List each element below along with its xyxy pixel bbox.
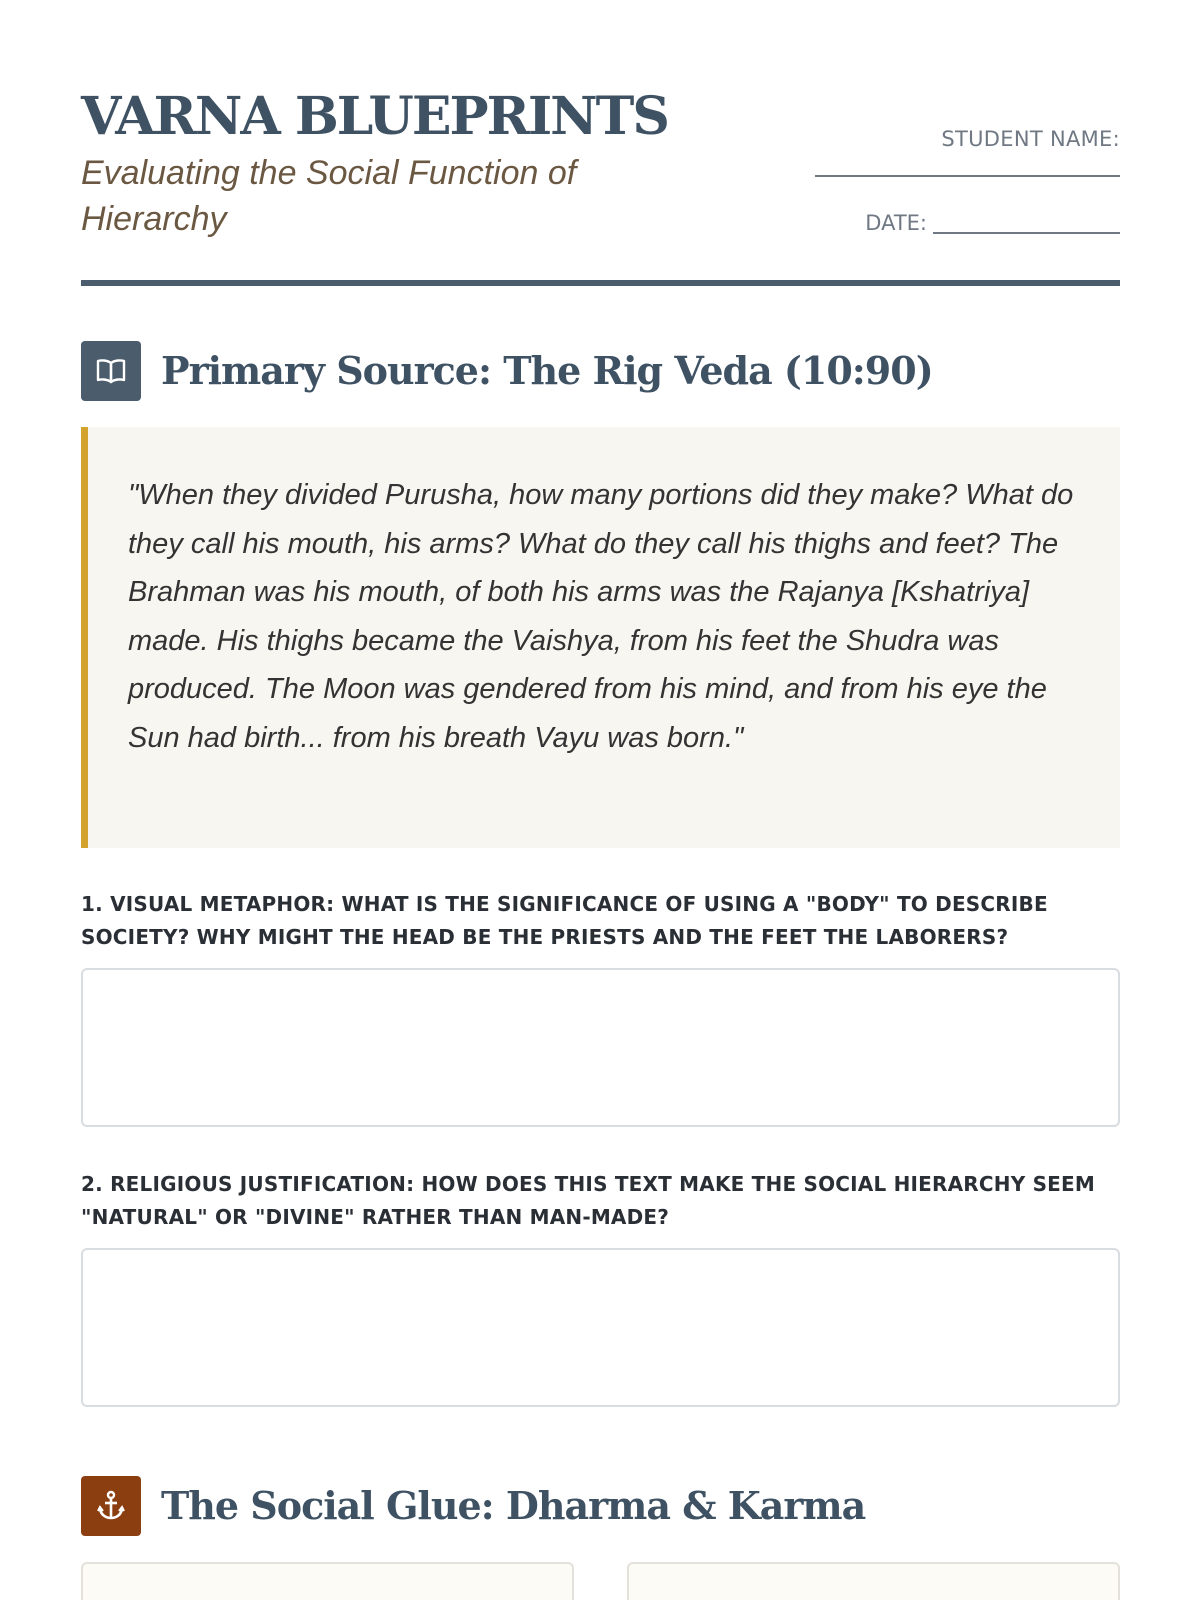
primary-source-title: Primary Source: The Rig Veda (10:90) bbox=[161, 348, 933, 393]
header-divider bbox=[81, 280, 1120, 286]
anchor-icon-svg bbox=[96, 1490, 126, 1522]
anchor-icon bbox=[81, 1476, 141, 1536]
rig-veda-quote bbox=[81, 427, 1120, 848]
date-field[interactable] bbox=[815, 204, 1120, 238]
worksheet-header bbox=[81, 82, 1120, 287]
worksheet-title: VARNA BLUEPRINTS bbox=[81, 86, 668, 147]
karma-card bbox=[627, 1562, 1120, 1600]
question-1-prompt: 1. VISUAL METAPHOR: WHAT IS THE SIGNIFICANCE OF USING A "BODY" TO DESCRIBE SOCIETY? WHY MIGHT THE HEAD BE THE PRIESTS AND THE FEET THE LABORERS? bbox=[81, 892, 1048, 949]
question-1-answer[interactable] bbox=[81, 968, 1120, 1127]
question-2-prompt: 2. RELIGIOUS JUSTIFICATION: HOW DOES THIS TEXT MAKE THE SOCIAL HIERARCHY SEEM "NATURAL" OR "DIVINE" RATHER THAN MAN-MADE? bbox=[81, 1172, 1096, 1229]
student-name-line[interactable] bbox=[815, 175, 1120, 177]
date-label: DATE: bbox=[865, 211, 927, 235]
rig-veda-quote-text: "When they divided Purusha, how many portions did they make? What do they call his mouth, his arms? What do they call his thighs and feet? The Brahman was his mouth, of both his arms was the Rajanya [Kshatriya] made. His thighs became the Vaishya, from his feet the Shudra was produced. The Moon was gendered from his mind, and from his eye the Sun had birth... from his breath Vayu was born." bbox=[128, 479, 1074, 754]
social-glue-heading bbox=[81, 1476, 865, 1536]
dharma-card bbox=[81, 1562, 574, 1600]
student-name-field[interactable] bbox=[815, 124, 1120, 177]
primary-source-heading bbox=[81, 341, 933, 401]
question-2-answer[interactable] bbox=[81, 1248, 1120, 1407]
social-glue-title: The Social Glue: Dharma & Karma bbox=[161, 1483, 866, 1528]
student-name-label: STUDENT NAME: bbox=[941, 127, 1120, 151]
date-line[interactable] bbox=[933, 232, 1120, 234]
worksheet-subtitle: Evaluating the Social Function of Hierarchy bbox=[81, 154, 577, 238]
open-book-icon bbox=[81, 341, 141, 401]
open-book-icon-svg bbox=[95, 357, 127, 385]
